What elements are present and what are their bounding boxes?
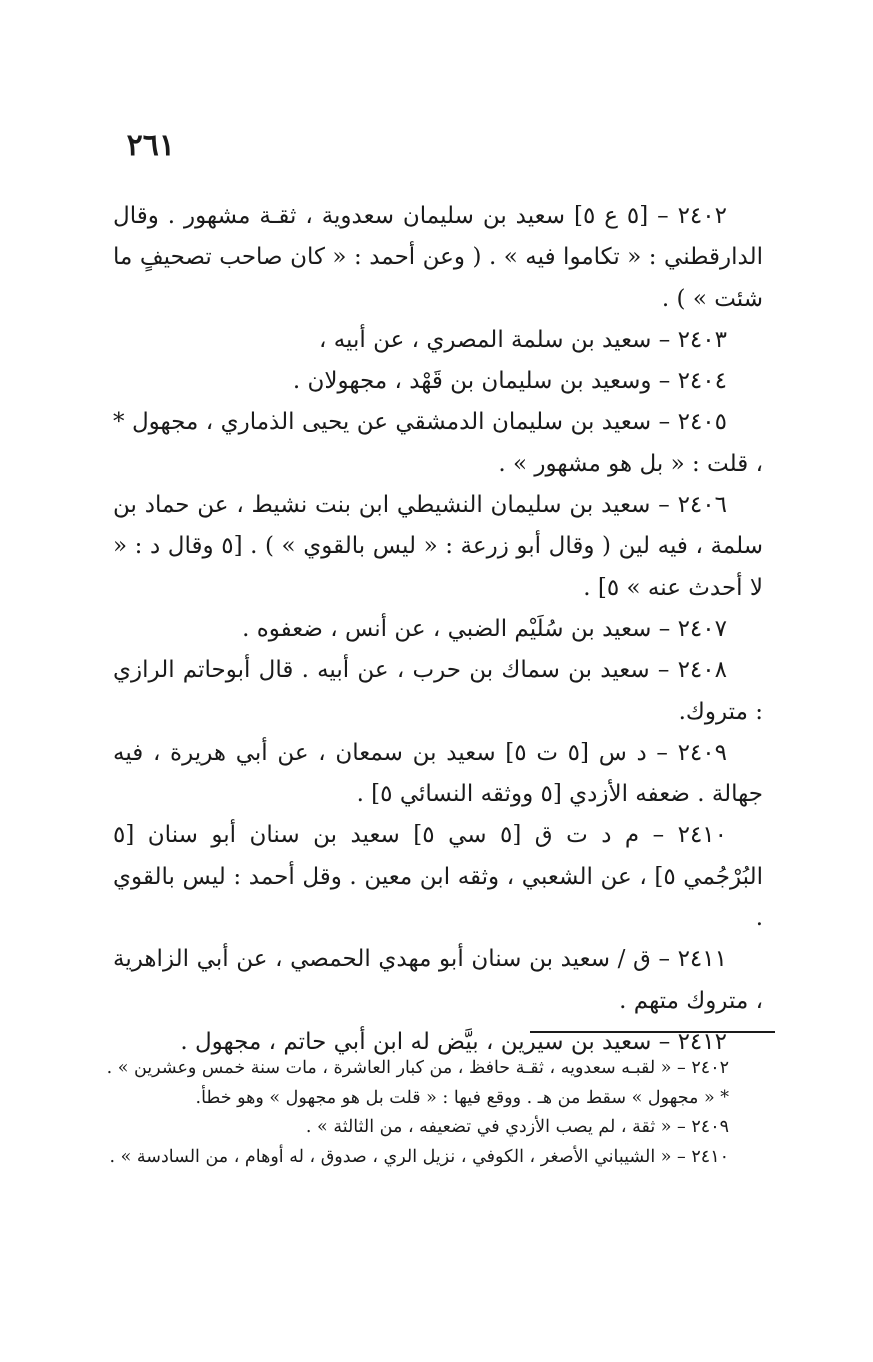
footnote-text: « مجهول » سقط من هـ . ووقع فيها : « قلت بل هو مجهول » وهو خطأ. — [195, 1087, 715, 1108]
entry-number: ٢٤٠٤ — [677, 368, 727, 395]
entry-number: ٢٤٠٩ — [677, 739, 727, 766]
entry-2402 — [113, 196, 763, 320]
footnote-text: – « لقبـه سعدويه ، ثقـة حافظ ، من كبار العاشرة ، مات سنة خمس وعشرين » . — [106, 1058, 686, 1078]
main-text — [113, 196, 763, 1063]
entry-number: ٢٤١٠ — [677, 822, 728, 849]
entry-2405 — [113, 402, 763, 485]
entry-text: – ق / سعيد بن سنان أبو مهدي الحمصي ، عن أبي الزاهرية ، متروك متهم . — [113, 946, 763, 1014]
footnote-number: * — [720, 1087, 729, 1108]
entry-2407 — [113, 609, 763, 650]
entry-2411 — [113, 939, 763, 1022]
footnote-2410 — [105, 1143, 765, 1173]
footnote-number: ٢٤٠٩ — [691, 1117, 729, 1137]
footnote-divider — [530, 1031, 775, 1033]
entry-number: ٢٤٠٢ — [677, 203, 727, 229]
footnote-2402 — [105, 1054, 765, 1084]
entry-2406 — [113, 485, 763, 609]
entry-2408 — [113, 650, 763, 733]
entry-2404 — [113, 361, 763, 402]
entry-text: – سعيد بن سُلَيْم الضبي ، عن أنس ، ضعفوه . — [242, 615, 671, 642]
footnote-text: – « الشيباني الأصغر ، الكوفي ، نزيل الري ، صدوق ، له أوهام ، من السادسة » . — [109, 1146, 686, 1167]
entry-number: ٢٤٠٣ — [677, 326, 727, 353]
entry-number: ٢٤١٢ — [677, 1028, 727, 1055]
entry-text: – د س [٥ ت ٥] سعيد بن سمعان ، عن أبي هريرة ، فيه جهالة . ضعفه الأزدي [٥ ووثقه النسائي ٥] . — [113, 739, 763, 808]
entry-2410 — [113, 815, 763, 939]
entry-number: ٢٤٠٦ — [677, 492, 727, 519]
entry-text: – م د ت ق [٥ سي ٥] سعيد بن سنان أبو سنان [٥ البُرْجُمي ٥] ، عن الشعبي ، وثقه ابن معين . وقل أحمد : ليس بالقوي . — [113, 822, 763, 932]
entry-text: – [٥ ع ٥] سعيد بن سليمان سعدوية ، ثقـة مشهور . وقال الدارقطني : « تكاموا فيه » . ( وعن أحمد : « كان صاحب تصحيفٍ ما شئت » ) . — [113, 203, 763, 312]
footnote-asterisk — [105, 1084, 765, 1114]
entry-2409 — [113, 733, 763, 816]
footnotes — [105, 1054, 765, 1172]
entry-text: – سعيد بن سماك بن حرب ، عن أبيه . قال أبوحاتم الرازي : متروك. — [113, 657, 763, 725]
footnote-text: – « ثقة ، لم يصب الأزدي في تضعيفه ، من الثالثة » . — [305, 1117, 686, 1137]
entry-number: ٢٤٠٥ — [677, 409, 728, 436]
footnote-2409 — [105, 1113, 765, 1143]
entry-text: – سعيد بن سيرين ، بيَّض له ابن أبي حاتم ، مجهول . — [180, 1028, 671, 1055]
entry-number: ٢٤٠٧ — [677, 615, 727, 642]
entry-number: ٢٤١١ — [677, 946, 727, 973]
entry-text: – سعيد بن سلمة المصري ، عن أبيه ، — [318, 326, 671, 353]
entry-2403 — [113, 320, 763, 361]
entry-text: – سعيد بن سليمان الدمشقي عن يحيى الذماري ، مجهول * ، قلت : « بل هو مشهور » . — [113, 409, 763, 477]
footnote-number: ٢٤١٠ — [691, 1146, 729, 1167]
page-number: ٢٦١ — [126, 128, 175, 163]
entry-text: – سعيد بن سليمان النشيطي ابن بنت نشيط ، عن حماد بن سلمة ، فيه لين ( وقال أبو زرعة : « ليس بالقوي » ) . [٥ وقال د : « لا أحدث عنه » ٥] . — [113, 492, 763, 601]
entry-text: – وسعيد بن سليمان بن قَهْد ، مجهولان . — [292, 368, 671, 395]
footnote-number: ٢٤٠٢ — [691, 1058, 729, 1078]
entry-number: ٢٤٠٨ — [677, 657, 727, 684]
